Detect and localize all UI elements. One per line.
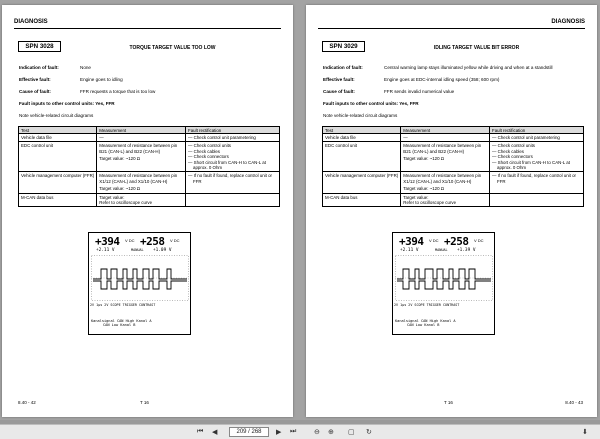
column-header: Measurement <box>97 127 186 134</box>
field-value: None <box>80 65 91 70</box>
field-indication <box>19 65 91 70</box>
fix-item: — If no fault if found, replace control unit or FFR <box>188 173 272 184</box>
target-value: Target value: ~120 Ω <box>99 156 141 162</box>
fix-item: — Check control units <box>492 143 535 149</box>
fix-item: — Check cables <box>188 148 220 154</box>
skip-forward-icon[interactable]: ⏭ <box>290 428 297 435</box>
skip-back-icon[interactable]: ⏮ <box>197 428 204 435</box>
fix-item: — Short circuit from CAN-H to CAN-L at approx. 0 Ohm <box>188 159 266 171</box>
oscilloscope-image <box>392 232 495 335</box>
fault-inputs: Fault inputs to other control units: Yes, FFR <box>19 101 115 106</box>
field-value: Engine goes at EDC-internal idling speed (358; 600 rpm) <box>384 77 500 82</box>
test-cell: Vehicle data file <box>323 134 401 142</box>
column-header: Test <box>19 127 97 134</box>
measurement-cell <box>97 142 186 172</box>
field-label: Effective fault: <box>19 77 51 82</box>
fix-item: — Check control units <box>188 143 231 149</box>
fix-cell <box>186 142 280 172</box>
fault-title: TORQUE TARGET VALUE TOO LOW <box>129 45 216 51</box>
table-row <box>19 193 280 207</box>
column-header: Measurement <box>401 127 490 134</box>
fix-cell <box>490 142 584 172</box>
test-cell: M-CAN data bus <box>323 193 401 207</box>
scope-unit-b: V DC <box>170 238 180 243</box>
scope-waveform <box>395 255 493 301</box>
test-cell: EDC control unit <box>19 142 97 172</box>
scope-reading-a: +394 <box>95 235 120 248</box>
test-cell: Vehicle data file <box>19 134 97 142</box>
table-row <box>323 172 584 193</box>
table-row <box>19 172 280 193</box>
field-label: Indication of fault: <box>323 65 363 70</box>
measurement-cell <box>401 172 490 193</box>
fix-cell <box>186 134 280 142</box>
scope-sub-a: +2.11 V <box>96 248 115 253</box>
field-value: Central warning lamp stays illuminated yellow while driving and when at a standstill <box>384 65 553 70</box>
table-row <box>19 134 280 142</box>
field-value: FFR requests a torque that is too low <box>80 89 156 94</box>
column-header: Fault rectification <box>186 127 280 134</box>
fix-item: — Check connectors <box>188 154 229 160</box>
scope-unit-a: V DC <box>429 238 439 243</box>
fix-cell <box>490 172 584 193</box>
scope-reading-a: +394 <box>399 235 424 248</box>
section-code: T 16 <box>140 400 149 405</box>
field-label: Cause of fault: <box>323 89 355 94</box>
page-right <box>306 5 597 417</box>
caption-line: CAN Low Kanal B <box>407 323 440 328</box>
scope-mode: MANUAL <box>435 248 448 252</box>
field-cause <box>323 89 454 94</box>
zoom-out-icon[interactable]: ⊖ <box>314 429 320 436</box>
column-header: Test <box>323 127 401 134</box>
scope-sub-b: +1.39 V <box>457 248 476 253</box>
fix-item: — Short circuit from CAN-H to CAN-L at approx. 0 Ohm <box>492 159 570 171</box>
page-number: 8.40 - 43 <box>565 400 583 405</box>
caption-line: Kanalsignal CAN High Kanal A <box>395 319 456 323</box>
header-label: DIAGNOSIS <box>14 19 48 25</box>
section-code: T 16 <box>444 400 453 405</box>
next-icon[interactable]: ▶ <box>276 429 282 436</box>
table-row <box>323 193 584 207</box>
scope-sub-a: +2.11 V <box>400 248 419 253</box>
scope-caption <box>395 319 456 328</box>
scope-caption <box>91 319 152 328</box>
caption-line: CAN Low Kanal B <box>103 323 136 328</box>
rotate-icon[interactable]: ↻ <box>366 429 372 436</box>
target-value: Refer to oscilloscope curve <box>99 200 153 206</box>
scope-mode: MANUAL <box>131 248 144 252</box>
field-effective <box>19 77 123 82</box>
spn-code-box: SPN 3029 <box>322 41 365 52</box>
field-effective <box>323 77 499 82</box>
fix-cell <box>186 193 280 207</box>
circuit-note: Note vehicle-related circuit diagrams <box>19 113 94 118</box>
column-header: Fault rectification <box>490 127 584 134</box>
field-label: Cause of fault: <box>19 89 51 94</box>
scope-menu-bar: 2V 1µs 2V SCOPE TRIGGER CONTRAST <box>394 303 460 307</box>
measurement-text: Measurement of resistance between pin X1/12 (CAN-L) and X1/10 (CAN-H) <box>99 173 178 184</box>
measurement-cell <box>401 142 490 172</box>
field-value: FFR sends invalid numerical value <box>384 89 455 94</box>
scope-reading-b: +258 <box>444 235 469 248</box>
measurement-text: Measurement of resistance between pin B21 (CAN-L) and B22 (CAN-H) <box>403 143 482 154</box>
page-number: 8.40 - 42 <box>18 400 36 405</box>
table-row <box>323 134 584 142</box>
table-row <box>323 142 584 172</box>
measurement-cell <box>401 193 490 207</box>
measurement-text: Measurement of resistance between pin X1/12 (CAN-L) and X1/10 (CAN-H) <box>403 173 482 184</box>
measurement-cell <box>97 193 186 207</box>
target-value: Target value: ~120 Ω <box>99 186 141 192</box>
test-cell: Vehicle management computer (FFR) <box>19 172 97 193</box>
fit-icon[interactable]: ▢ <box>348 429 355 436</box>
field-cause <box>19 89 155 94</box>
header-label: DIAGNOSIS <box>551 19 585 25</box>
fix-item: — If no fault if found, replace control unit or FFR <box>492 173 576 184</box>
target-value: Target value: ~120 Ω <box>403 186 445 192</box>
fix-item: — Check cables <box>492 148 524 154</box>
zoom-in-icon[interactable]: ⊕ <box>328 429 334 436</box>
page-header <box>14 15 281 29</box>
measurement-cell <box>97 172 186 193</box>
prev-icon[interactable]: ◀ <box>212 429 218 436</box>
viewer-toolbar <box>0 424 600 439</box>
scope-reading-b: +258 <box>140 235 165 248</box>
table-header-row <box>19 127 280 134</box>
fix-item: — Check control unit parametering <box>492 135 560 140</box>
scope-unit-a: V DC <box>125 238 135 243</box>
measurement-text: Target value: <box>403 194 429 200</box>
measurement-text: Target value: <box>99 194 125 200</box>
field-label: Effective fault: <box>323 77 355 82</box>
fix-cell <box>490 134 584 142</box>
test-table <box>322 126 584 207</box>
scope-menu-bar: 2V 1µs 2V SCOPE TRIGGER CONTRAST <box>90 303 156 307</box>
measurement-cell: — <box>401 134 490 142</box>
scope-unit-b: V DC <box>474 238 484 243</box>
test-cell: EDC control unit <box>323 142 401 172</box>
scope-waveform <box>91 255 189 301</box>
scope-sub-b: +1.09 V <box>153 248 172 253</box>
download-icon[interactable]: ⬇ <box>582 429 588 436</box>
fix-item: — Check connectors <box>492 154 533 160</box>
table-header-row <box>323 127 584 134</box>
table-row <box>19 142 280 172</box>
caption-line: Kanalsignal CAN High Kanal A <box>91 319 152 323</box>
target-value: Refer to oscilloscope curve <box>403 200 457 206</box>
fix-cell <box>490 193 584 207</box>
oscilloscope-image <box>88 232 191 335</box>
fix-cell <box>186 172 280 193</box>
measurement-cell: — <box>97 134 186 142</box>
target-value: Target value: ~120 Ω <box>403 156 445 162</box>
field-label: Indication of fault: <box>19 65 59 70</box>
test-table <box>18 126 280 207</box>
page-number-input[interactable]: 209 / 268 <box>229 427 269 437</box>
test-cell: Vehicle management computer (FFR) <box>323 172 401 193</box>
fix-item: — Check control unit parametering <box>188 135 256 140</box>
measurement-text: Measurement of resistance between pin B21 (CAN-L) and B22 (CAN-H) <box>99 143 178 154</box>
page-left <box>2 5 293 417</box>
fault-inputs: Fault inputs to other control units: Yes, FFR <box>323 101 419 106</box>
field-indication <box>323 65 553 70</box>
test-cell: M-CAN data bus <box>19 193 97 207</box>
spn-code-box: SPN 3028 <box>18 41 61 52</box>
circuit-note: Note vehicle-related circuit diagrams <box>323 113 398 118</box>
fault-title: IDLING TARGET VALUE BIT ERROR <box>433 45 520 51</box>
field-value: Engine goes to idling <box>80 77 123 82</box>
page-header <box>318 15 585 29</box>
